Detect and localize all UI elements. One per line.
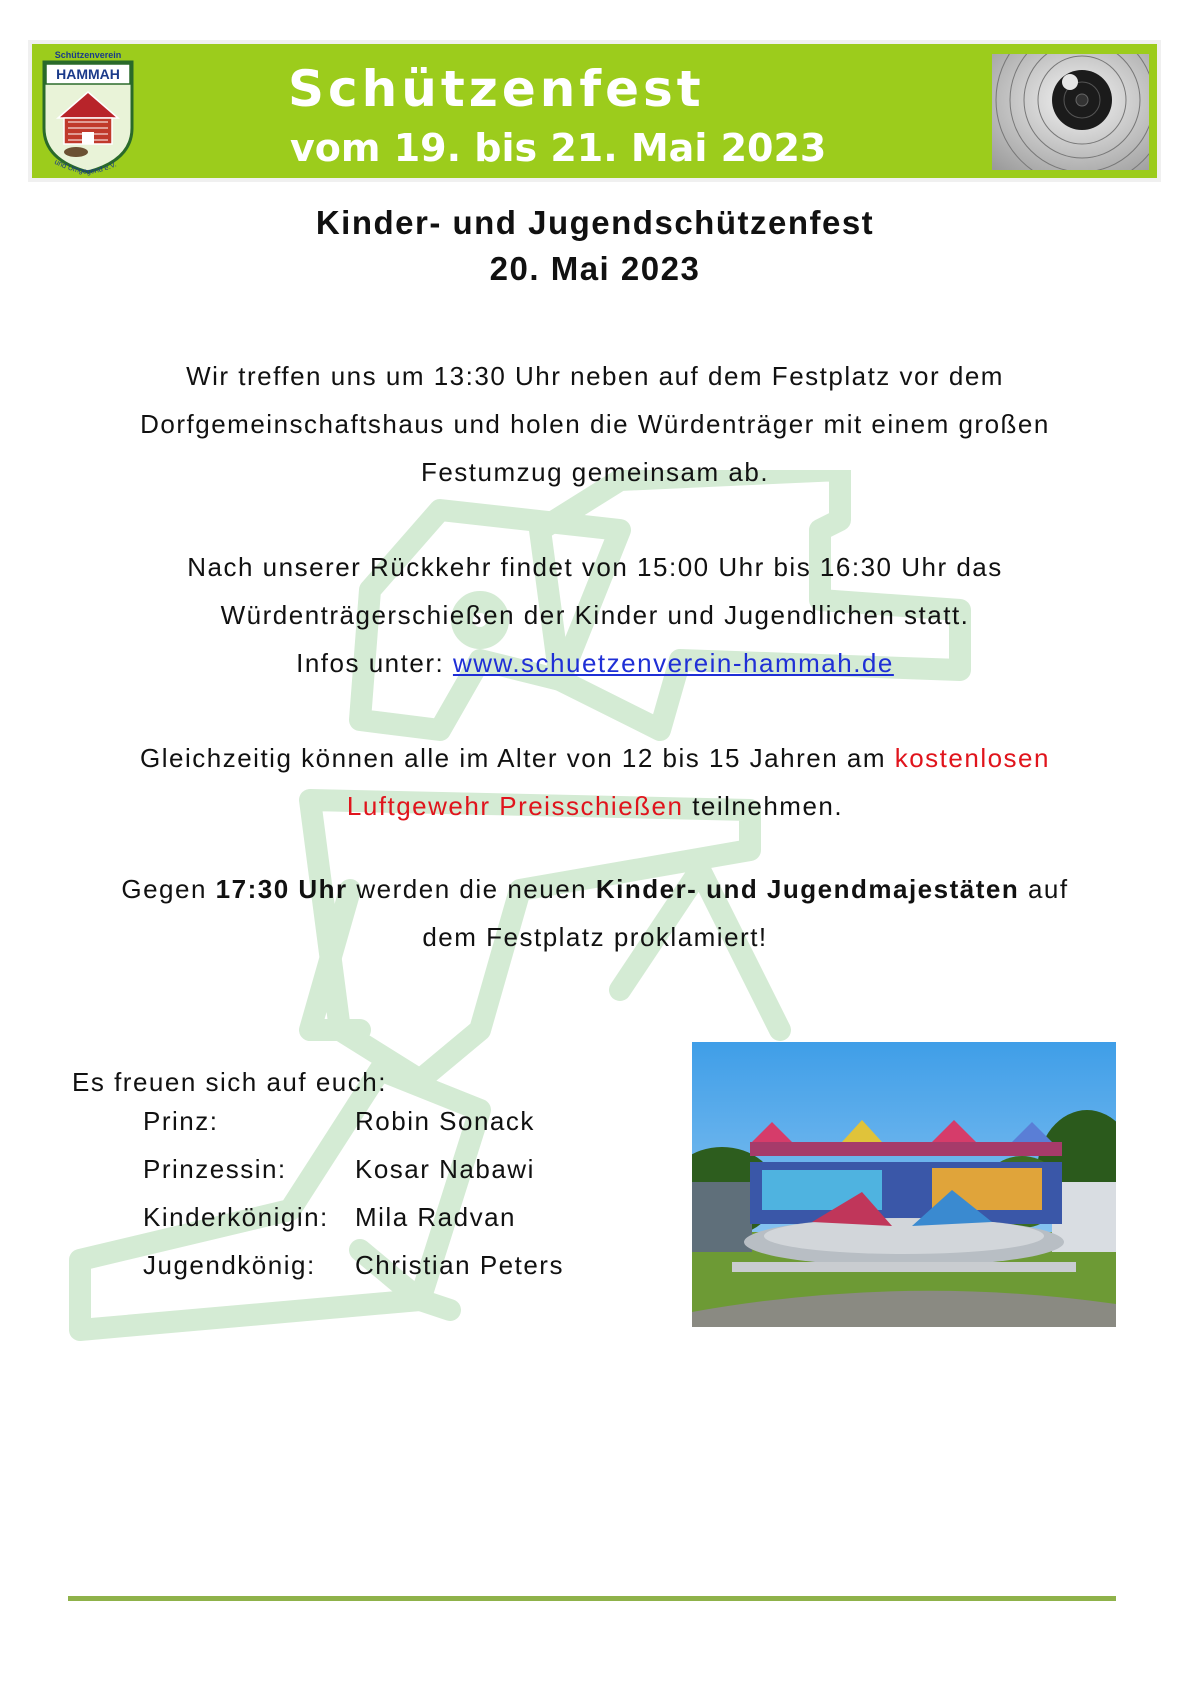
- proclamation-time: 17:30 Uhr: [215, 874, 348, 904]
- competition-line-1: [40, 734, 1150, 782]
- competition-text-end: teilnehmen.: [683, 791, 844, 821]
- logo-name: HAMMAH: [56, 66, 120, 82]
- header-banner: [28, 40, 1161, 182]
- royal-row: [143, 1202, 623, 1250]
- competition-line-2: [40, 782, 1150, 830]
- royal-name: Kosar Nabawi: [355, 1154, 535, 1184]
- greeting: Es freuen sich auf euch:: [72, 1067, 387, 1097]
- info-line: [40, 639, 1150, 687]
- royal-role: Prinzessin:: [143, 1154, 287, 1184]
- proclamation-text-1: Gegen: [121, 874, 216, 904]
- logo-arc-text: und Umgegend e.V.: [53, 157, 118, 177]
- competition-free-highlight: kostenlosen: [894, 743, 1050, 773]
- return-line-2: Würdenträgerschießen der Kinder und Jugendlichen statt.: [220, 600, 970, 630]
- info-label: Infos unter:: [296, 648, 453, 678]
- return-paragraph: [40, 543, 1150, 687]
- royal-role: Kinderkönigin:: [143, 1202, 329, 1232]
- event-title: Kinder- und Jugendschützenfest: [315, 204, 875, 241]
- shooting-target-image: [992, 54, 1149, 170]
- meeting-paragraph: [40, 352, 1150, 496]
- proclamation-line-1: [40, 865, 1150, 913]
- meeting-line-1: Wir treffen uns um 13:30 Uhr neben auf dem Festplatz vor dem: [186, 361, 1004, 391]
- competition-paragraph: [40, 734, 1150, 830]
- website-link[interactable]: www.schuetzenverein-hammah.de: [452, 648, 894, 678]
- proclamation-paragraph: [40, 865, 1150, 961]
- club-logo: [38, 48, 138, 178]
- footer-divider: [68, 1596, 1116, 1601]
- competition-text: Gleichzeitig können alle im Alter von 12 bis 15 Jahren am: [140, 743, 895, 773]
- return-line-1: Nach unserer Rückkehr findet von 15:00 Uhr bis 16:30 Uhr das: [187, 552, 1003, 582]
- logo-top-text: Schützenverein: [54, 50, 122, 60]
- banner-date: vom 19. bis 21. Mai 2023: [290, 126, 827, 170]
- meeting-line-3: Festumzug gemeinsam ab.: [420, 457, 770, 487]
- royal-name: Christian Peters: [355, 1250, 564, 1280]
- meeting-line-2: Dorfgemeinschaftshaus und holen die Würdenträger mit einem großen: [140, 409, 1050, 439]
- banner-title: Schützenfest: [288, 60, 705, 118]
- fairground-ride-photo: [692, 1042, 1116, 1327]
- proclamation-majesties: Kinder- und Jugendmajestäten: [595, 874, 1020, 904]
- royals-list: [143, 1106, 623, 1298]
- proclamation-line-2: dem Festplatz proklamiert!: [422, 922, 768, 952]
- royal-row: [143, 1106, 623, 1154]
- royal-name: Robin Sonack: [355, 1106, 535, 1136]
- royal-row: [143, 1250, 623, 1298]
- proclamation-text-3: auf: [1019, 874, 1069, 904]
- royal-row: [143, 1154, 623, 1202]
- competition-airgun-highlight: Luftgewehr Preisschießen: [346, 791, 684, 821]
- royal-role: Jugendkönig:: [143, 1250, 316, 1280]
- proclamation-text-2: werden die neuen: [347, 874, 596, 904]
- event-date: 20. Mai 2023: [489, 250, 701, 287]
- royal-name: Mila Radvan: [355, 1202, 517, 1232]
- royal-role: Prinz:: [143, 1106, 219, 1136]
